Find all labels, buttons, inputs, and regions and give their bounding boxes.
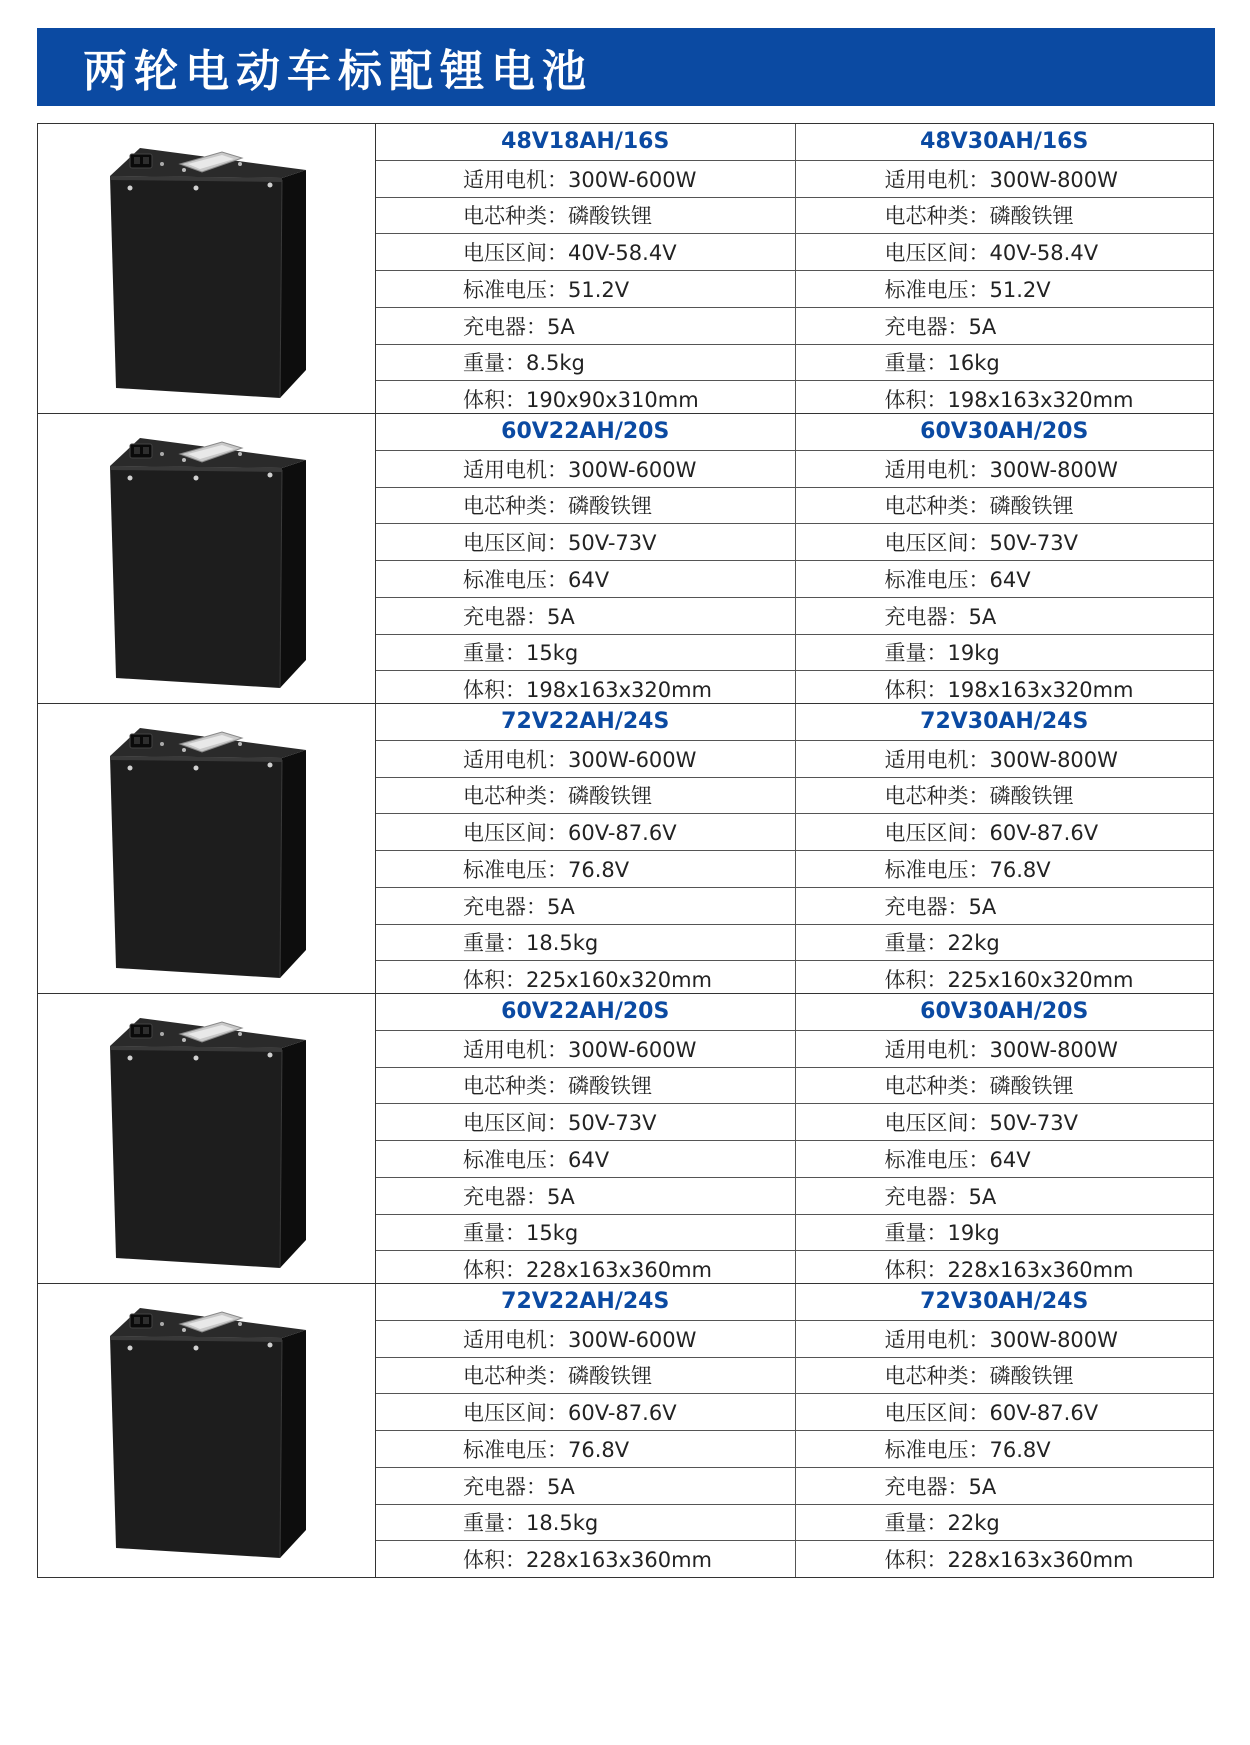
spec-cell-type: 电芯种类：磷酸铁锂	[795, 1358, 1214, 1394]
spec-cell-type: 电芯种类：磷酸铁锂	[795, 778, 1214, 814]
spec-row	[376, 1505, 1213, 1542]
spec-volume: 体积：228x163x360mm	[463, 1548, 713, 1573]
model-name: 60V22AH/20S	[501, 999, 670, 1025]
spec-motor: 适用电机：300W-600W	[463, 457, 697, 482]
spec-row	[376, 161, 1213, 198]
battery-spec-block	[37, 123, 1214, 418]
spec-cell-type: 电芯种类：磷酸铁锂	[463, 1364, 652, 1389]
product-image-cell	[38, 1284, 376, 1577]
spec-row	[376, 1068, 1213, 1105]
spec-voltage-range: 电压区间：50V-73V	[795, 1104, 1214, 1140]
spec-row	[376, 888, 1213, 925]
battery-pack-image	[110, 1018, 306, 1268]
product-image-cell	[38, 704, 376, 997]
spec-weight: 重量：19kg	[795, 635, 1214, 671]
model-header-row	[376, 994, 1213, 1031]
spec-volume: 体积：198x163x320mm	[795, 671, 1214, 707]
spec-volume: 体积：228x163x360mm	[795, 1251, 1214, 1287]
model-name: 60V22AH/20S	[501, 419, 670, 445]
spec-weight: 重量：22kg	[795, 925, 1214, 961]
model-name: 72V22AH/24S	[501, 709, 670, 735]
product-image-cell	[38, 124, 376, 417]
spec-charger: 充电器：5A	[795, 1468, 1214, 1504]
battery-spec-block	[37, 413, 1214, 708]
spec-row	[376, 1321, 1213, 1358]
spec-motor: 适用电机：300W-600W	[463, 1037, 697, 1062]
spec-volume: 体积：225x160x320mm	[463, 968, 713, 993]
spec-voltage-range: 电压区间：50V-73V	[463, 531, 657, 556]
spec-motor: 适用电机：300W-800W	[795, 161, 1214, 197]
spec-row	[376, 1394, 1213, 1431]
spec-row	[376, 198, 1213, 235]
spec-weight: 重量：15kg	[463, 1221, 579, 1246]
spec-charger: 充电器：5A	[795, 1178, 1214, 1214]
spec-volume: 体积：225x160x320mm	[795, 961, 1214, 997]
spec-row	[376, 1541, 1213, 1577]
spec-row	[376, 308, 1213, 345]
spec-nominal-voltage: 标准电压：64V	[463, 567, 610, 592]
spec-charger: 充电器：5A	[795, 308, 1214, 344]
model-name: 72V30AH/24S	[795, 704, 1214, 740]
spec-row	[376, 1104, 1213, 1141]
spec-voltage-range: 电压区间：50V-73V	[463, 1111, 657, 1136]
model-header-row	[376, 704, 1213, 741]
spec-row	[376, 1468, 1213, 1505]
spec-volume: 体积：190x90x310mm	[463, 388, 699, 413]
spec-voltage-range: 电压区间：60V-87.6V	[463, 821, 677, 846]
spec-nominal-voltage: 标准电压：64V	[795, 561, 1214, 597]
battery-pack-image	[110, 728, 306, 978]
spec-table	[376, 124, 1213, 417]
battery-pack-image	[110, 148, 306, 398]
spec-row	[376, 488, 1213, 525]
spec-motor: 适用电机：300W-600W	[463, 1327, 697, 1352]
spec-row	[376, 1431, 1213, 1468]
title-banner	[37, 28, 1215, 106]
spec-row	[376, 925, 1213, 962]
spec-motor: 适用电机：300W-600W	[463, 747, 697, 772]
model-header-row	[376, 1284, 1213, 1321]
spec-weight: 重量：18.5kg	[463, 931, 599, 956]
spec-row	[376, 1178, 1213, 1215]
model-name: 72V22AH/24S	[501, 1289, 670, 1315]
spec-cell-type: 电芯种类：磷酸铁锂	[795, 488, 1214, 524]
model-name: 60V30AH/20S	[795, 994, 1214, 1030]
spec-row	[376, 524, 1213, 561]
spec-voltage-range: 电压区间：60V-87.6V	[463, 1401, 677, 1426]
battery-pack-image	[110, 438, 306, 688]
product-image-cell	[38, 414, 376, 707]
spec-charger: 充电器：5A	[463, 1474, 575, 1499]
spec-row	[376, 1358, 1213, 1395]
spec-nominal-voltage: 标准电压：76.8V	[795, 851, 1214, 887]
spec-cell-type: 电芯种类：磷酸铁锂	[795, 1068, 1214, 1104]
spec-cell-type: 电芯种类：磷酸铁锂	[463, 1074, 652, 1099]
spec-table	[376, 994, 1213, 1287]
spec-weight: 重量：18.5kg	[463, 1511, 599, 1536]
spec-table	[376, 414, 1213, 707]
spec-table	[376, 1284, 1213, 1577]
spec-nominal-voltage: 标准电压：51.2V	[463, 277, 630, 302]
spec-charger: 充电器：5A	[463, 314, 575, 339]
spec-row	[376, 561, 1213, 598]
spec-volume: 体积：198x163x320mm	[795, 381, 1214, 417]
spec-row	[376, 1031, 1213, 1068]
spec-charger: 充电器：5A	[463, 894, 575, 919]
model-name: 48V18AH/16S	[501, 129, 670, 155]
spec-row	[376, 1251, 1213, 1287]
spec-row	[376, 234, 1213, 271]
spec-cell-type: 电芯种类：磷酸铁锂	[795, 198, 1214, 234]
spec-row	[376, 271, 1213, 308]
spec-nominal-voltage: 标准电压：64V	[463, 1147, 610, 1172]
model-name: 60V30AH/20S	[795, 414, 1214, 450]
spec-charger: 充电器：5A	[463, 604, 575, 629]
spec-nominal-voltage: 标准电压：51.2V	[795, 271, 1214, 307]
spec-row	[376, 598, 1213, 635]
spec-row	[376, 635, 1213, 672]
spec-row	[376, 451, 1213, 488]
spec-voltage-range: 电压区间：60V-87.6V	[795, 1394, 1214, 1430]
spec-charger: 充电器：5A	[463, 1184, 575, 1209]
spec-cell-type: 电芯种类：磷酸铁锂	[463, 784, 652, 809]
battery-spec-block	[37, 993, 1214, 1288]
spec-row	[376, 741, 1213, 778]
spec-nominal-voltage: 标准电压：64V	[795, 1141, 1214, 1177]
spec-row	[376, 381, 1213, 417]
page-title: 两轮电动车标配锂电池	[83, 46, 593, 97]
product-image-cell	[38, 994, 376, 1287]
spec-row	[376, 345, 1213, 382]
spec-motor: 适用电机：300W-800W	[795, 741, 1214, 777]
spec-table	[376, 704, 1213, 997]
spec-cell-type: 电芯种类：磷酸铁锂	[463, 204, 652, 229]
spec-voltage-range: 电压区间：40V-58.4V	[795, 234, 1214, 270]
spec-voltage-range: 电压区间：50V-73V	[795, 524, 1214, 560]
spec-charger: 充电器：5A	[795, 598, 1214, 634]
spec-weight: 重量：22kg	[795, 1505, 1214, 1541]
spec-volume: 体积：228x163x360mm	[795, 1541, 1214, 1577]
spec-row	[376, 1141, 1213, 1178]
spec-row	[376, 671, 1213, 707]
spec-voltage-range: 电压区间：40V-58.4V	[463, 241, 677, 266]
battery-pack-image	[110, 1308, 306, 1558]
spec-row	[376, 851, 1213, 888]
spec-motor: 适用电机：300W-800W	[795, 1031, 1214, 1067]
spec-motor: 适用电机：300W-800W	[795, 1321, 1214, 1357]
model-name: 48V30AH/16S	[795, 124, 1214, 160]
spec-weight: 重量：16kg	[795, 345, 1214, 381]
spec-row	[376, 814, 1213, 851]
battery-spec-block	[37, 703, 1214, 998]
spec-nominal-voltage: 标准电压：76.8V	[463, 857, 630, 882]
spec-motor: 适用电机：300W-600W	[463, 167, 697, 192]
spec-row	[376, 961, 1213, 997]
spec-motor: 适用电机：300W-800W	[795, 451, 1214, 487]
spec-voltage-range: 电压区间：60V-87.6V	[795, 814, 1214, 850]
spec-weight: 重量：15kg	[463, 641, 579, 666]
spec-nominal-voltage: 标准电压：76.8V	[795, 1431, 1214, 1467]
spec-nominal-voltage: 标准电压：76.8V	[463, 1437, 630, 1462]
battery-spec-block	[37, 1283, 1214, 1578]
spec-cell-type: 电芯种类：磷酸铁锂	[463, 494, 652, 519]
model-header-row	[376, 124, 1213, 161]
model-name: 72V30AH/24S	[795, 1284, 1214, 1320]
spec-row	[376, 778, 1213, 815]
spec-volume: 体积：228x163x360mm	[463, 1258, 713, 1283]
spec-volume: 体积：198x163x320mm	[463, 678, 713, 703]
spec-charger: 充电器：5A	[795, 888, 1214, 924]
spec-row	[376, 1215, 1213, 1252]
spec-weight: 重量：8.5kg	[463, 351, 585, 376]
spec-weight: 重量：19kg	[795, 1215, 1214, 1251]
model-header-row	[376, 414, 1213, 451]
